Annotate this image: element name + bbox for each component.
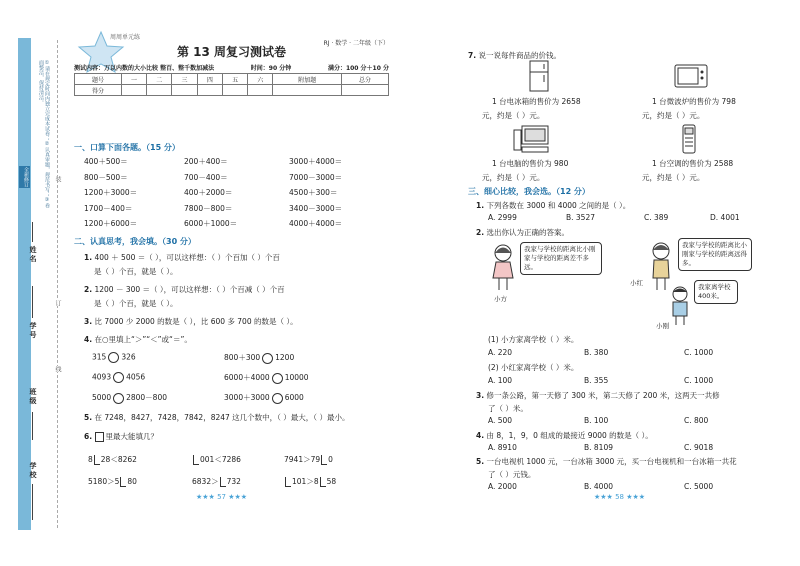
question-text[interactable]: 400 ＋ 500 ＝（ ），可以这样想：（ ）个百加（ ）个百 [94,253,280,262]
score-table-header [75,74,389,85]
question-4 [84,334,192,345]
cut-mark-3: 线 [54,366,61,372]
question-text[interactable]: 由 8，1，9，0 组成的最接近 9000 的数是（ ）。 [486,431,653,440]
compare-item [224,372,309,384]
option-a[interactable]: A. 220 [488,348,513,357]
calc-item[interactable]: 1700－400＝ [84,203,133,213]
question-number: 3. [84,317,93,326]
score-cell[interactable] [248,85,273,96]
q6-text: 28＜8262 [100,455,137,464]
question-6 [84,431,158,442]
calc-item[interactable]: 4000＋4000＝ [289,219,343,228]
q6-text: 732 [226,477,241,486]
student-number-label: 学号 [29,322,37,340]
q6-text: 6832＞ [192,477,219,486]
calc-item[interactable]: 4500＋300＝ [289,188,338,197]
q6-text: 5180＞5 [88,477,120,486]
choice-question-3-cont[interactable]: 了（ ）米。 [488,404,528,413]
content-label: 测试内容： [74,65,105,72]
q6-text: 101＞8 [292,477,319,486]
student-number-blank[interactable] [32,286,33,318]
question-1-cont[interactable]: 是（ ）个百，就是（ ）。 [94,267,178,276]
choice-question-3 [476,390,720,401]
answer-box[interactable] [220,477,226,487]
compare-item [224,392,304,404]
score-cell[interactable] [273,85,342,96]
school-label: 学校 [29,462,37,480]
calc-item[interactable]: 7000－3000＝ [289,172,343,182]
score-cell[interactable] [172,85,197,96]
choice-question-2 [476,227,569,238]
girl-xiaofang-icon [490,244,516,292]
page-number-left: ★★★ 57 ★★★ [196,493,248,501]
answer-box[interactable] [94,455,100,465]
score-header-cell: 三 [172,74,197,85]
fridge-icon [528,60,550,92]
score-cell[interactable] [197,85,222,96]
compare-circle[interactable] [113,393,124,404]
option-c[interactable]: C. 1000 [684,376,714,385]
option-b[interactable]: B. 355 [584,376,609,385]
option-a[interactable]: A. 2999 [488,213,517,222]
question-text: 里最大能填几？ [105,432,158,441]
question-number: 7. [468,51,477,60]
page-number: 58 [615,493,624,501]
question-text[interactable]: 修一条公路，第一天修了 300 米，第二天修了 200 米，这两天一共修 [486,391,720,400]
question-1 [84,252,280,263]
calc-item[interactable]: 3000＋4000＝ [289,157,343,166]
question-2-cont[interactable]: 是（ ）个百，就是（ ）。 [94,299,178,308]
compare-left: 800＋300 [224,353,261,362]
question-text: 说一说每件商品的价钱。 [478,51,561,60]
q6-text: 58 [326,477,337,486]
answer-box[interactable] [120,477,126,487]
choice-question-4 [476,430,653,441]
computer-icon [512,124,552,154]
class-label: 班级 [29,388,37,406]
score-header-cell: 题号 [75,74,122,85]
question-number: 3. [476,391,485,400]
score-header-cell: 附加题 [273,74,342,85]
boy-xiaogang-icon [668,286,692,326]
q6-text: 0 [328,455,333,464]
page-number-right: ★★★ 58 ★★★ [594,493,646,501]
question-2 [84,284,285,295]
score-table-row [75,85,389,96]
q6-item-4 [88,476,137,487]
exam-notes: ①请在规定时间内独立完成本试卷；②认真审题，规范书写；③卷面整洁，保持清洁。 [38,60,50,208]
option-d[interactable]: D. 4001 [710,213,740,222]
score-cell[interactable] [342,85,389,96]
q2-sub-1[interactable]: (1) 小方家离学校（ ）米。 [488,335,579,344]
question-number: 5. [84,413,93,422]
name-xiaofang: 小方 [494,295,507,303]
test-content: 万以内数的大小比较 整百、整千数加减法 [104,65,215,72]
ac-price: 1 台空调的售价为 2588 [652,159,734,168]
question-5 [84,412,349,423]
question-text[interactable]: 一台电视机 1000 元，一台冰箱 3000 元，买一台电视机和一台冰箱一共花 [486,457,737,466]
compare-item [92,352,136,363]
question-3 [84,316,298,327]
name-xiaohong: 小红 [630,279,643,287]
question-text: 选出你认为正确的答案。 [486,228,569,237]
name-xiaogang: 小刚 [656,322,669,330]
choice-question-5 [476,456,737,467]
compare-circle[interactable] [108,352,119,363]
time-limit: 时间：90 分钟 [250,65,292,72]
score-header-cell: 一 [121,74,146,85]
q6-item-5 [192,476,241,487]
revision-badge: 全新修订 [19,166,30,188]
answer-box [95,432,104,442]
compare-left: 315 [92,352,107,362]
air-conditioner-icon [682,124,696,154]
calc-item[interactable]: 700－400＝ [184,172,228,182]
computer-price: 1 台电脑的售价为 980 [492,159,569,168]
section-2-title: 二、认真思考，我会填。（30 分） [74,237,196,246]
question-text[interactable]: 比 7000 少 2000 的数是（ ），比 600 多 700 的数是（ ）。 [94,317,298,326]
question-text[interactable]: 在 7248，8427，7428，7842，8247 这几个数中，（ ）最大，（ ）最小。 [94,413,350,422]
microwave-price: 1 台微波炉的售价为 798 [652,97,736,106]
class-blank[interactable] [32,412,33,440]
compare-item [92,392,167,404]
score-table [74,73,389,96]
computer-estimate[interactable]: 元，约是（ ）元。 [482,173,545,182]
calc-item[interactable]: 6000＋1000＝ [184,219,238,228]
q6-text: 8 [88,455,93,464]
calc-item[interactable]: 7800－800＝ [184,203,233,213]
binding-strip [18,38,31,530]
section-3-title: 三、细心比较，我会选。（12 分） [468,187,590,196]
answer-box[interactable] [320,477,326,487]
question-number: 1. [476,201,485,210]
calc-item[interactable]: 400＋500＝ [84,157,128,166]
score-header-cell: 总分 [342,74,389,85]
speech-bubble-xiaogang: 我家离学校400米。 [694,280,738,304]
page-number: 57 [217,493,226,501]
score-row-label: 得分 [75,85,122,96]
compare-left: 4093 [92,372,112,382]
question-number: 2. [84,285,93,294]
page-title: 第 13 周复习测试卷 [176,45,287,59]
question-number: 1. [84,253,93,262]
q6-item-1 [88,454,137,465]
girl-xiaohong-icon [648,242,674,292]
test-info [74,63,389,72]
q2-sub-2[interactable]: (2) 小红家离学校（ ）米。 [488,363,579,372]
compare-circle[interactable] [262,353,273,364]
q6-item-2 [192,454,241,465]
speech-bubble-xiaohong: 我家与学校的距离比小刚家与学校的距离远得多。 [678,238,752,271]
option-c[interactable]: C. 389 [644,213,669,222]
microwave-estimate[interactable]: 元，约是（ ）元。 [642,111,705,120]
option-c[interactable]: C. 1000 [684,348,714,357]
compare-item [224,352,294,364]
calc-item[interactable]: 200＋400＝ [184,157,228,166]
microwave-icon [674,64,708,88]
fridge-estimate[interactable]: 元，约是（ ）元。 [482,111,545,120]
compare-right: 2800－800 [126,393,167,402]
q6-item-3 [284,454,333,465]
score-cell[interactable] [121,85,146,96]
option-a[interactable]: A. 100 [488,376,513,385]
name-label: 姓名 [29,246,37,264]
option-a[interactable]: A. 8910 [488,443,517,452]
option-b[interactable]: B. 3527 [566,213,596,222]
compare-item [92,372,145,383]
option-b[interactable]: B. 380 [584,348,609,357]
question-number: 6. [84,432,93,441]
compare-circle[interactable] [272,393,283,404]
cut-mark-2: 订 [54,300,61,306]
answer-box[interactable] [321,455,327,465]
answer-box[interactable] [285,477,291,487]
calc-item[interactable]: 3400－3000＝ [289,203,343,213]
section-1-title: 一、口算下面各题。（15 分） [74,143,180,152]
name-blank[interactable] [32,222,33,242]
question-text[interactable]: 下列各数在 3000 和 4000 之间的是（ ）。 [486,201,631,210]
option-c[interactable]: C. 5000 [684,482,714,491]
calc-item[interactable]: 1200＋6000＝ [84,219,138,228]
option-c[interactable]: C. 9018 [684,443,714,452]
compare-right: 4056 [126,372,146,382]
option-c[interactable]: C. 800 [684,416,709,425]
score-header-cell: 五 [222,74,247,85]
cut-line [57,40,58,528]
subject-info: RJ · 数学 · 二年级（下） [323,40,389,47]
compare-right: 326 [121,352,136,362]
compare-circle[interactable] [113,372,124,383]
score-header-cell: 二 [147,74,172,85]
ac-estimate[interactable]: 元，约是（ ）元。 [642,173,705,182]
compare-right: 6000 [284,393,304,402]
option-a[interactable]: A. 500 [488,416,513,425]
compare-right: 10000 [284,373,309,382]
q6-text: 001＜7286 [200,455,241,464]
score-header-cell: 四 [197,74,222,85]
option-b[interactable]: B. 4000 [584,482,614,491]
score-cell[interactable] [222,85,247,96]
series-tag: 周周单元练 [110,34,141,41]
fridge-price: 1 台电冰箱的售价为 2658 [492,97,581,106]
question-text: 在○里填上“＞”“＜”或“＝”。 [94,335,192,344]
calc-item[interactable]: 800－500＝ [84,172,128,182]
choice-question-5-cont[interactable]: 了（ ）元钱。 [488,470,536,479]
score-cell[interactable] [147,85,172,96]
full-score: 满分：100 分＋10 分 [327,65,389,72]
q6-text: 7941＞79 [284,455,321,464]
compare-right: 1200 [275,353,295,362]
question-number: 5. [476,457,485,466]
compare-left: 5000 [92,393,112,402]
q6-text: 80 [127,477,137,486]
score-header-cell: 六 [248,74,273,85]
compare-left: 3000＋3000 [224,393,270,402]
calc-item[interactable]: 1200＋3000＝ [84,188,138,197]
school-blank[interactable] [32,484,33,520]
answer-box[interactable] [193,455,199,465]
option-b[interactable]: B. 100 [584,416,609,425]
choice-question-1 [476,200,630,211]
question-text[interactable]: 1200 － 300 ＝（ ），可以这样想：（ ）个百减（ ）个百 [94,285,285,294]
question-number: 4. [476,431,485,440]
question-number: 2. [476,228,485,237]
option-a[interactable]: A. 2000 [488,482,517,491]
compare-circle[interactable] [272,373,283,384]
cut-mark-1: 装 [54,176,61,182]
speech-bubble-xiaofang: 我家与学校的距离比小刚家与学校的距离差不多远。 [520,242,602,275]
q6-item-6 [284,476,336,487]
compare-left: 6000＋4000 [224,373,270,382]
option-b[interactable]: B. 8109 [584,443,614,452]
question-number: 4. [84,335,93,344]
calc-item[interactable]: 400＋2000＝ [184,188,233,197]
